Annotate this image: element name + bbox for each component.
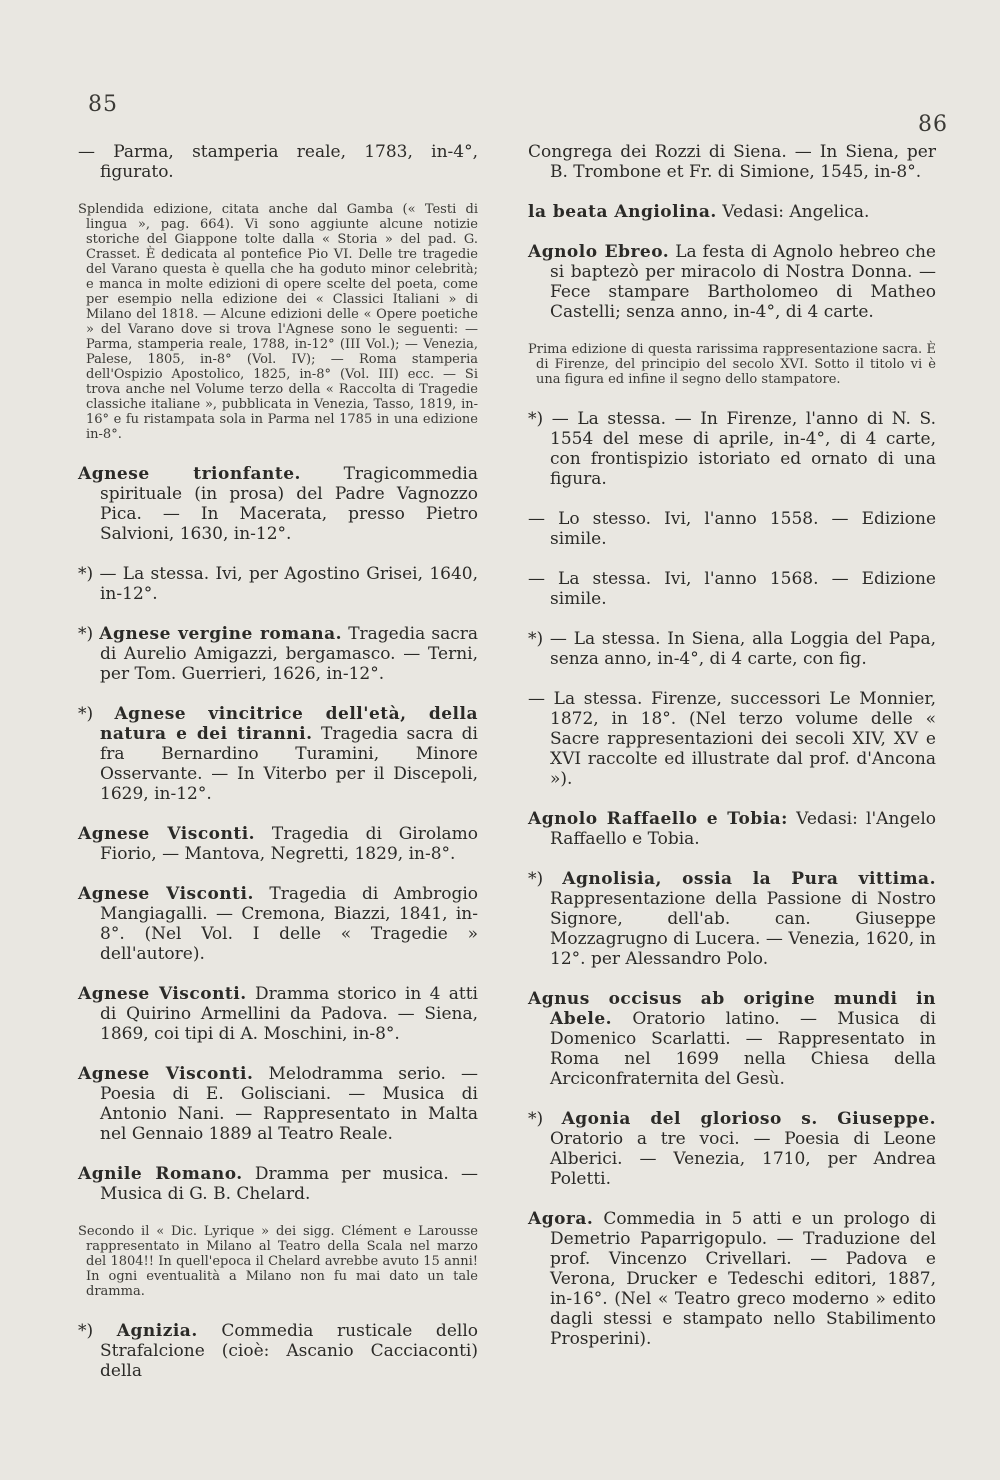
entry-body — [78, 1321, 478, 1381]
entry-headword: Agnese Visconti. — [78, 824, 256, 844]
entry-body — [528, 142, 936, 182]
entry-text: Oratorio a tre voci. — Poesia di Leone Alberici. — Venezia, 1710, per Andrea Poletti. — [550, 1129, 936, 1189]
catalog-entry — [528, 989, 936, 1089]
entry-text: Commedia in 5 atti e un prologo di Demetrio Paparrigopulo. — Traduzione del prof. Vincenzo Crivellari. — Padova e Verona, Drucker e Tedeschi editori, 1887, in-16°. (Nel « Teatro greco moderno » edito dagli stessi e stampato nello Stabilimento Prosperini). — [550, 1209, 936, 1349]
entry-asterisk: *) — [78, 624, 94, 644]
catalog-entry — [528, 142, 936, 182]
catalog-entry — [528, 1209, 936, 1349]
entry-headword: Agnolisia, ossia la Pura vittima. — [562, 869, 936, 889]
entry-text: Commedia rusticale dello Strafalcione (cioè: Ascanio Cacciaconti) della — [100, 1321, 478, 1381]
entry-headword: Agonia del glorioso s. Giuseppe. — [561, 1109, 936, 1129]
entry-body — [528, 1109, 936, 1189]
left-column — [78, 142, 478, 1401]
entry-body — [528, 989, 936, 1089]
catalog-entry — [78, 1064, 478, 1144]
entry-body — [78, 564, 478, 604]
entry-asterisk: *) — [528, 1109, 544, 1129]
catalog-entry — [528, 569, 936, 609]
entry-text: — La stessa. In Siena, alla Loggia del Papa, senza anno, in-4°, di 4 carte, con fig. — [549, 629, 937, 669]
entry-text: Melodramma serio. — Poesia di E. Golisciani. — Musica di Antonio Nani. — Rappresentato in Malta nel Gennaio 1889 al Teatro Reale. — [100, 1064, 479, 1144]
entry-text: — Lo stesso. Ivi, l'anno 1558. — Edizione simile. — [528, 509, 936, 549]
entry-asterisk: *) — [528, 409, 544, 429]
entry-headword: Agnese trionfante. — [78, 464, 301, 484]
catalog-entry — [78, 624, 478, 684]
entry-body — [78, 1164, 478, 1204]
entry-headword: Agnese vincitrice dell'età, della natura e dei tiranni. — [100, 704, 478, 744]
entry-asterisk: *) — [78, 564, 94, 584]
entry-text: Tragedia sacra di Aurelio Amigazzi, bergamasco. — Terni, per Tom. Guerrieri, 1626, in-12°. — [100, 624, 478, 684]
entry-body — [528, 1209, 936, 1349]
entry-text: Tragedia di Ambrogio Mangiagalli. — Cremona, Biazzi, 1841, in-8°. (Nel Vol. I delle « Tragedie » dell'autore). — [100, 884, 478, 964]
catalog-entry — [78, 984, 478, 1044]
footnote: Secondo il « Dic. Lyrique » dei sigg. Clément e Larousse rappresentato in Milano al Teatro della Scala nel marzo del 1804!! In quell'epoca il Chelard avrebbe avuto 15 anni! In ogni eventualità a Milano non fu mai dato un tale dramma. — [78, 1224, 478, 1299]
catalog-entry — [78, 142, 478, 182]
catalog-entry — [528, 689, 936, 789]
entry-text: Dramma storico in 4 atti di Quirino Armellini da Padova. — Siena, 1869, coi tipi di A. Moschini, in-8°. — [100, 984, 478, 1044]
entry-body — [528, 409, 936, 489]
catalog-entry — [78, 464, 478, 544]
entry-text: Dramma per musica. — Musica di G. B. Chelard. — [100, 1164, 479, 1204]
entry-body — [528, 689, 936, 789]
entry-asterisk: *) — [78, 704, 94, 724]
page-number-left: 85 — [88, 92, 118, 117]
entry-text: Tragedia sacra di fra Bernardino Turamini, Minore Osservante. — In Viterbo per il Discepoli, 1629, in-12°. — [100, 724, 478, 804]
catalog-entry — [528, 242, 936, 322]
entry-body — [528, 809, 936, 849]
entry-body — [528, 629, 936, 669]
entry-body — [78, 142, 478, 182]
catalog-entry — [528, 409, 936, 489]
catalog-entry — [78, 564, 478, 604]
catalog-entry — [528, 809, 936, 849]
catalog-entry — [528, 629, 936, 669]
catalog-entry — [78, 824, 478, 864]
footnote: Prima edizione di questa rarissima rappresentazione sacra. È di Firenze, del principio del secolo XVI. Sotto il titolo vi è una figura ed infine il segno dello stampatore. — [528, 342, 936, 387]
entry-body — [78, 884, 478, 964]
entry-headword: Agora. — [528, 1209, 594, 1229]
entry-asterisk: *) — [78, 1321, 94, 1341]
entry-text: Tragedia di Girolamo Fiorio, — Mantova, Negretti, 1829, in-8°. — [100, 824, 479, 864]
catalog-entry — [528, 202, 936, 222]
right-column — [528, 142, 936, 1369]
entry-body — [78, 464, 478, 544]
entry-text: — La stessa. Firenze, successori Le Monnier, 1872, in 18°. (Nel terzo volume delle « Sacre rappresentazioni dei secoli XIV, XV e XVI raccolte ed illustrate dal prof. d'Ancona »). — [528, 689, 936, 789]
entry-asterisk: *) — [528, 869, 544, 889]
entry-headword: Agnile Romano. — [78, 1164, 243, 1184]
entry-body — [528, 869, 936, 969]
entry-body — [78, 984, 478, 1044]
entry-headword: la beata Angiolina. — [528, 202, 717, 222]
entry-headword: Agnese Visconti. — [78, 984, 247, 1004]
entry-body — [78, 824, 478, 864]
entry-text: Vedasi: Angelica. — [722, 202, 870, 222]
entry-asterisk: *) — [528, 629, 544, 649]
catalog-entry — [78, 884, 478, 964]
entry-text: — La stessa. Ivi, per Agostino Grisei, 1640, in-12°. — [99, 564, 478, 604]
entry-body — [528, 569, 936, 609]
entry-body — [528, 242, 936, 322]
catalog-entry — [78, 704, 478, 804]
entry-text: Rappresentazione della Passione di Nostro Signore, dell'ab. can. Giuseppe Mozzagrugno di Lucera. — Venezia, 1620, in 12°. per Alessandro Polo. — [550, 889, 936, 969]
entry-text: Tragicommedia spirituale (in prosa) del Padre Vagnozzo Pica. — In Macerata, presso Pietro Salvioni, 1630, in-12°. — [100, 464, 478, 544]
entry-text: Oratorio latino. — Musica di Domenico Scarlatti. — Rappresentato in Roma nel 1699 nella Chiesa della Arciconfraternita del Gesù. — [550, 1009, 936, 1089]
entry-body — [528, 509, 936, 549]
entry-text: — La stessa. Ivi, l'anno 1568. — Edizione simile. — [528, 569, 936, 609]
entry-text: — La stessa. — In Firenze, l'anno di N. S. 1554 del mese di aprile, in-4°, di 4 carte, con frontispizio istoriato ed ornato di una figura. — [550, 409, 936, 489]
catalog-entry — [528, 1109, 936, 1189]
entry-text: Congrega dei Rozzi di Siena. — In Siena, per B. Trombone et Fr. di Simione, 1545, in-8°. — [528, 142, 936, 182]
entry-headword: Agnese Visconti. — [78, 1064, 254, 1084]
entry-headword: Agnizia. — [116, 1321, 198, 1341]
catalog-entry — [78, 1321, 478, 1381]
entry-headword: Agnese vergine romana. — [99, 624, 343, 644]
entry-text: Vedasi: l'Angelo Raffaello e Tobia. — [550, 809, 936, 849]
entry-headword: Agnolo Ebreo. — [528, 242, 670, 262]
footnote: Splendida edizione, citata anche dal Gamba (« Testi di lingua », pag. 664). Vi sono aggiunte alcune notizie storiche del Giappone tolte dalla « Storia » del pad. G. Crasset. È dedicata al pontefice Pio VI. Delle tre tragedie del Varano questa è quella che ha goduto minor celebrità; e manca in molte edizioni di opere scelte del poeta, come per esempio nella edizione dei « Classici Italiani » di Milano del 1818. — Alcune edizioni delle « Opere poetiche » del Varano dove si trova l'Agnese sono le seguenti: — Parma, stamperia reale, 1788, in-12° (III Vol.); — Venezia, Palese, 1805, in-8° (Vol. IV); — Roma stamperia dell'Ospizio Apostolico, 1825, in-8° (Vol. III) ecc. — Si trova anche nel Volume terzo della « Raccolta di Tragedie classiche italiane », pubblicata in Venezia, Tasso, 1819, in-16° e fu ristampata sola in Parma nel 1785 in una edizione in-8°. — [78, 202, 478, 442]
catalog-entry — [528, 509, 936, 549]
entry-text: — Parma, stamperia reale, 1783, in-4°, figurato. — [78, 142, 478, 182]
entry-headword: Agnus occisus ab origine mundi in Abele. — [528, 989, 936, 1029]
page-number-right: 86 — [918, 112, 948, 137]
entry-headword: Agnolo Raffaello e Tobia: — [528, 809, 788, 829]
entry-body — [528, 202, 936, 222]
catalog-entry — [78, 1164, 478, 1204]
entry-headword: Agnese Visconti. — [78, 884, 254, 904]
catalog-entry — [528, 869, 936, 969]
entry-body — [78, 624, 478, 684]
entry-body — [78, 704, 478, 804]
entry-body — [78, 1064, 478, 1144]
entry-text: La festa di Agnolo hebreo che si baptezò per miracolo di Nostra Donna. — Fece stampare Bartholomeo di Matheo Castelli; senza anno, in-4°, di 4 carte. — [550, 242, 936, 322]
